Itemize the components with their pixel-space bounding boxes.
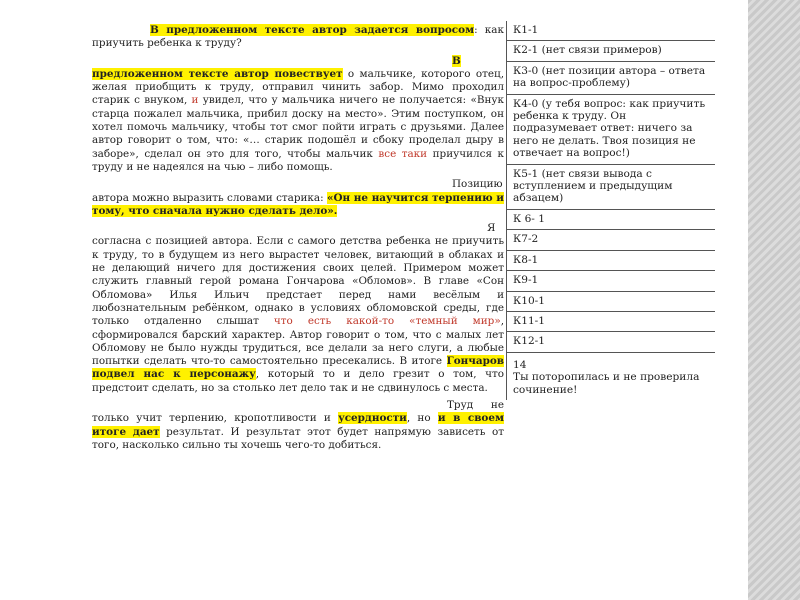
- highlight: «Он не научится терпению и тому, что сначала нужно сделать дело».: [92, 191, 504, 217]
- essay-paragraph-4: Я согласна с позицией автора. Если с самого детства ребенка не приучить к труду, то в будущем из него вырастет человек, витающий в облаках и не делающий ничего для достижения своих целей. Примером может служить главный герой романа Гончарова «Обломов». В главе «Сон Обломова» Илья Ильич предстает перед нами весёлым и любознательным ребёнком, однако в условиях обломовской среды, где только отдаленно слышат что есть какой-то «темный мир», сформировался барский характер. Автор говорит о том, что с малых лет Обломову не было нужды трудиться, все делали за него слуги, а любые попытки сделать что-то самостоятельно пресекались. В итоге Гончаров подвел нас к персонажу, который то и дело грезит о том, что предстоит сделать, но за столько лет дело так и не сдвинулось с места.: [92, 222, 504, 394]
- score-k12: К12-1: [507, 332, 715, 352]
- highlight: Гончаров подвел нас к персонажу: [92, 355, 504, 381]
- highlight: В предложенном тексте автор задается вопросом: [150, 24, 475, 36]
- highlight: В предложенном тексте автор повествует: [92, 54, 461, 80]
- score-k4: К4-0 (у тебя вопрос: как приучить ребенка к труду. Он подразумевает ответ: ничего за него не делать. Твоя позиция не отвечает на вопрос!): [507, 95, 715, 165]
- red-correction: все таки: [378, 147, 428, 160]
- score-k2: К2-1 (нет связи примеров): [507, 41, 715, 61]
- score-k1: К1-1: [507, 21, 715, 41]
- score-k5: К5-1 (нет связи вывода с вступлением и предыдущим абзацем): [507, 165, 715, 210]
- score-k11: К11-1: [507, 312, 715, 332]
- score-k9: К9-1: [507, 271, 715, 291]
- score-k7: К7-2: [507, 230, 715, 250]
- criteria-scores-column: [506, 21, 715, 400]
- score-k6: К 6- 1: [507, 210, 715, 230]
- decorative-side-stripe: [748, 0, 800, 600]
- red-correction: и: [191, 94, 199, 107]
- essay-paragraph-1: В предложенном тексте автор задается вопросом: как приучить ребенка к труду?: [92, 24, 504, 50]
- essay-paragraph-2: В предложенном тексте автор повествует о мальчике, которого отец, желая приобщить к труду, отправил чинить забор. Мимо проходил старик с внуком, и увидел, что у мальчика ничего не получается: «Внук старца пожалел мальчика, прибил доску на место». Этим поступком, он хотел помочь мальчику, чтобы тот смог пойти играть с друзьями. Далее автор говорит о том, что: «… старик подошёл и сбоку проделал дыру в заборе», сделал он это для того, чтобы мальчик все таки приучился к труду и не надеялся на чью – либо помощь.: [92, 54, 504, 173]
- score-k10: К10-1: [507, 292, 715, 312]
- essay-paragraph-5: Труд не только учит терпению, кропотливости и усердности, но и в своем итоге дает результат. И результат этот будет напрямую зависеть от того, насколько сильно ты хочешь чего-то добиться.: [92, 399, 504, 451]
- essay-paragraph-3: Позицию автора можно выразить словами старика: «Он не научится терпению и тому, что сначала нужно сделать дело».: [92, 178, 504, 217]
- highlight: усердности: [338, 412, 407, 425]
- score-total-comment: 14 Ты поторопилась и не проверила сочинение!: [513, 358, 700, 396]
- red-correction: что есть какой-то «темный мир»: [273, 315, 501, 328]
- highlight: и в своем итоге дает: [92, 412, 504, 438]
- score-k3: К3-0 (нет позиции автора – ответа на вопрос-проблему): [507, 62, 715, 95]
- score-k8: К8-1: [507, 251, 715, 271]
- essay-text: [92, 24, 504, 564]
